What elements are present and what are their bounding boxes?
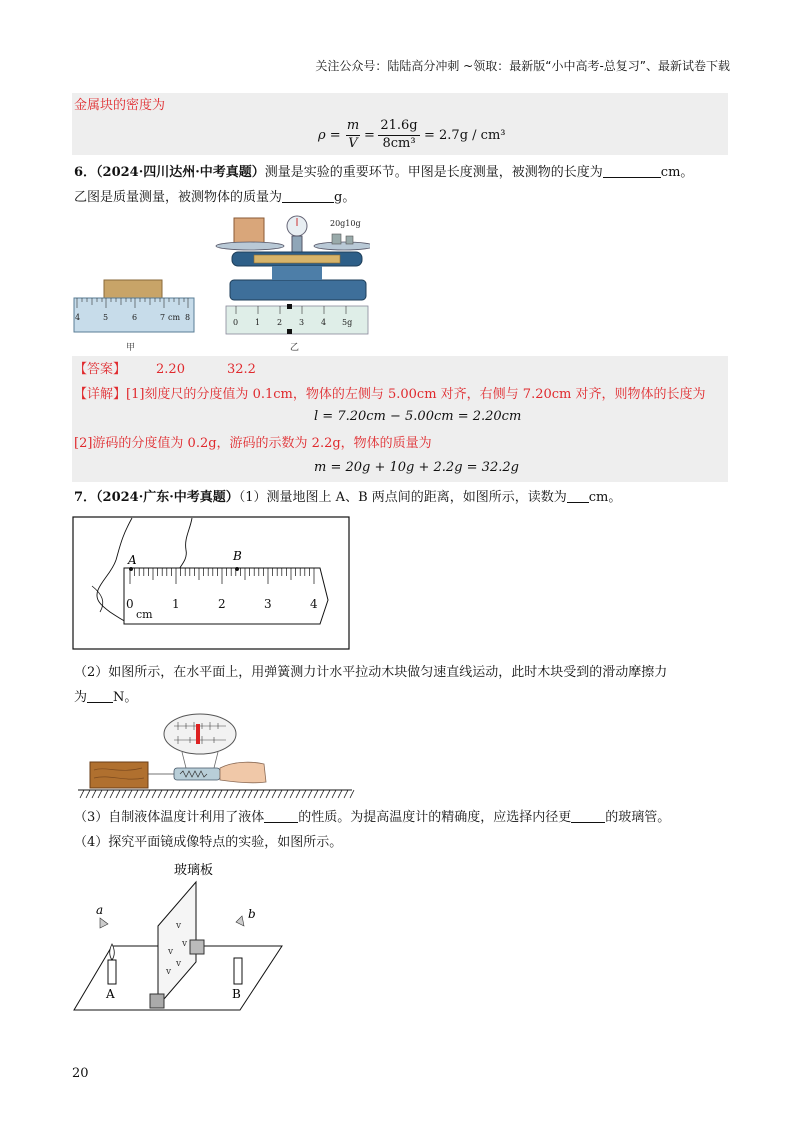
svg-text:v: v xyxy=(182,939,188,949)
map-ruler-label: 4 xyxy=(310,597,318,611)
eye-a-label: a xyxy=(96,903,104,917)
ruler-tick-label: 5 xyxy=(103,313,109,322)
q7-plane-mirror-figure xyxy=(72,856,312,1016)
q6-formula-1: l = 7.20cm − 5.00cm = 2.20cm xyxy=(314,409,522,424)
density-label: 金属块的密度为 xyxy=(74,98,166,113)
q6-line1: 6．（2024·四川达州·中考真题）测量是实验的重要环节。甲图是长度测量，被测物的长度为 cm。 xyxy=(74,165,694,180)
balance-tick-label: 2 xyxy=(277,318,283,327)
eye-a-icon xyxy=(100,918,108,928)
balance-base xyxy=(230,280,366,300)
map-ruler-unit: cm xyxy=(136,608,153,621)
balance-tick-label: 3 xyxy=(299,318,305,327)
q7-part2-line1: （2）如图所示，在水平面上，用弹簧测力计水平拉动木块做匀速直线运动，此时木块受到的滑动摩擦力 xyxy=(74,665,668,680)
candle-b xyxy=(234,958,242,984)
balance-tick-label: 5g xyxy=(342,318,353,327)
ruler-tick-label: 6 xyxy=(132,313,138,322)
q7-part2-line2: 为 N。 xyxy=(74,690,138,705)
balance-tick-label: 4 xyxy=(321,318,327,327)
weight-10g xyxy=(346,236,353,244)
ruler-tick-label: 4 xyxy=(75,313,81,322)
point-b xyxy=(235,567,239,571)
map-ruler-label: 1 xyxy=(172,597,180,611)
weighed-object xyxy=(234,218,264,244)
point-b-label: B xyxy=(233,549,242,563)
page-header: 关注公众号：陆陆高分冲刺 ~领取：最新版“小中高考-总复习”、最新试卷下载 xyxy=(315,59,730,73)
q7-map-ruler-figure xyxy=(72,516,352,650)
fig-caption-yi: 乙 xyxy=(290,343,300,353)
hand xyxy=(220,762,266,783)
rider-top xyxy=(287,304,292,309)
map-ruler-label: 3 xyxy=(264,597,272,611)
measured-block xyxy=(104,280,162,298)
eye-b-label: b xyxy=(248,907,256,921)
balance-tick-label: 1 xyxy=(255,318,261,327)
q7-part3: （3）自制液体温度计利用了液体 的性质。为提高温度计的精确度，应选择内径更 的玻璃管。 xyxy=(74,810,671,825)
balance-tick-label: 0 xyxy=(233,318,239,327)
map-ruler xyxy=(124,568,328,624)
spring-scale xyxy=(174,768,220,780)
point-a-label: A xyxy=(128,553,137,567)
image-cube xyxy=(190,940,204,954)
svg-text:v: v xyxy=(176,921,182,931)
q7-spring-balance-figure xyxy=(76,712,356,800)
eye-b-icon xyxy=(236,916,244,926)
ruler-unit-label: cm xyxy=(168,313,181,322)
candle-a-label: A xyxy=(106,987,115,1001)
q7-part4: （4）探究平面镜成像特点的实验，如图所示。 xyxy=(74,835,343,850)
fig-caption-jia: 甲 xyxy=(126,343,136,353)
q6-ruler-figure xyxy=(72,278,196,334)
svg-text:v: v xyxy=(176,959,182,969)
candle-b-label: B xyxy=(232,987,241,1001)
svg-text:v: v xyxy=(166,967,172,977)
glass-plate-label: 玻璃板 xyxy=(174,863,214,878)
q6-balance-figure xyxy=(210,212,370,336)
map-ruler-label: 0 xyxy=(126,597,134,611)
candle-a xyxy=(108,960,116,984)
ruler-tick-label: 7 xyxy=(160,313,166,322)
weights-label: 20g10g xyxy=(330,219,361,228)
q6-answer-line: 【答案】 2.20 32.2 xyxy=(74,362,256,377)
left-pan xyxy=(216,242,284,250)
rider-bottom xyxy=(287,329,292,334)
q6-line2: 乙图是质量测量，被测物体的质量为 g。 xyxy=(74,190,356,205)
ruler-tick-label: 8 xyxy=(185,313,191,322)
point-a xyxy=(129,567,133,571)
svg-text:v: v xyxy=(168,947,174,957)
q6-detail-1: 【详解】[1]刻度尺的分度值为 0.1cm，物体的左侧与 5.00cm 对齐，右侧与 7.20cm 对齐，则物体的长度为 xyxy=(74,387,706,402)
map-ruler-label: 2 xyxy=(218,597,226,611)
right-pan xyxy=(314,242,370,250)
q6-detail-2: [2]游码的分度值为 0.2g，游码的示数为 2.2g，物体的质量为 xyxy=(74,436,432,451)
object-cube xyxy=(150,994,164,1008)
q6-formula-2: m = 20g + 10g + 2.2g = 32.2g xyxy=(314,460,519,475)
page-number: 20 xyxy=(72,1066,89,1081)
q7-line1: 7．（2024·广东·中考真题）（1）测量地图上 A、B 两点间的距离，如图所示，读数为 cm。 xyxy=(74,490,622,505)
weight-20g xyxy=(332,234,341,244)
wood-block xyxy=(90,762,148,788)
